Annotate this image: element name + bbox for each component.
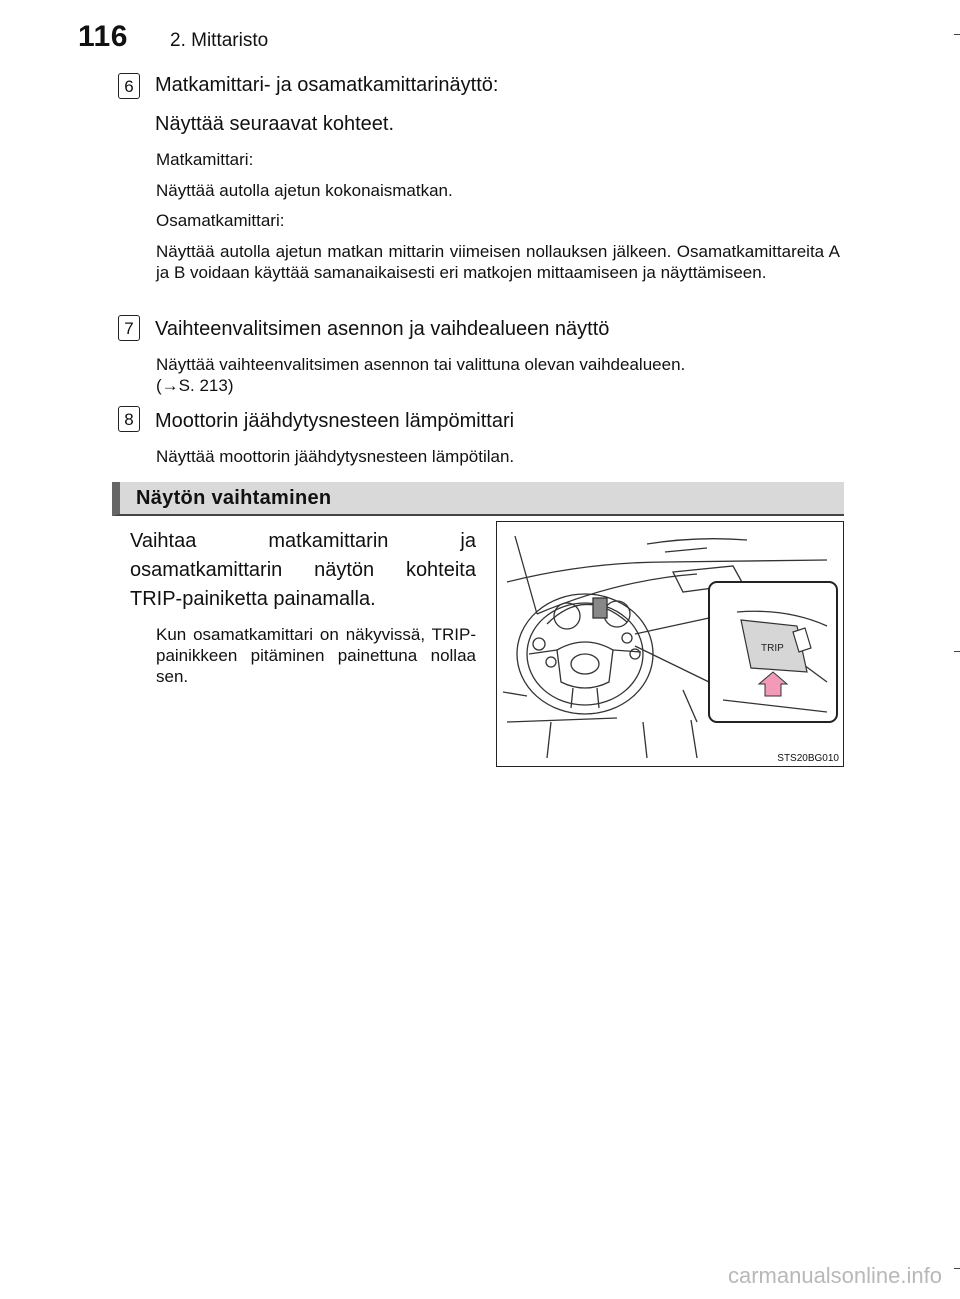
item-number-badge: 8 (118, 406, 140, 432)
figure-code: STS20BG010 (777, 753, 839, 764)
item-number-badge: 6 (118, 73, 140, 99)
item-6-subheading: Näyttää seuraavat kohteet. (155, 113, 395, 135)
section-lead-text: Vaihtaa matkamittarin ja osamatkamittarin näytön kohteita TRIP-painiketta painamalla. (130, 530, 476, 610)
page-number: 116 (78, 20, 128, 53)
page-reference-link[interactable]: S. 213 (178, 376, 228, 395)
item-6-heading: Matkamittari- ja osamatkamittarinäyttö: (155, 74, 499, 96)
paragraph-text: Näyttää vaihteenvalitsimen asennon tai valittuna olevan vaihdealueen. (156, 355, 686, 374)
margin-tick (954, 34, 960, 35)
section-header (112, 482, 844, 516)
margin-tick (954, 651, 960, 652)
section-note-text: Kun osamatkamittari on näkyvissä, TRIP-painikkeen pitäminen painettuna nollaa sen. (156, 625, 476, 686)
paragraph: Näyttää autolla ajetun matkan mittarin viimeisen nollauksen jälkeen. Osamatkamittareita A ja B voidaan käyttää samanaikaisesti eri matkojen mittaamiseen ja näyttämiseen. (156, 242, 840, 282)
paragraph: Matkamittari: (156, 150, 254, 169)
steering-wheel-illustration (496, 521, 844, 767)
arrow-icon: → (161, 376, 179, 395)
watermark: carmanualsonline.info (727, 1263, 942, 1288)
paragraph: Osamatkamittari: (156, 211, 285, 230)
margin-tick (954, 1268, 960, 1269)
item-number-badge: 7 (118, 315, 140, 341)
trip-button-label: TRIP (761, 643, 784, 654)
chapter-title: 2. Mittaristo (170, 30, 269, 51)
dashboard-drawing (497, 522, 843, 766)
item-8-heading: Moottorin jäähdytysnesteen lämpömittari (155, 410, 515, 432)
item-7-heading: Vaihteenvalitsimen asennon ja vaihdealueen näyttö (155, 318, 610, 340)
paragraph: Näyttää vaihteenvalitsimen asennon tai valittuna olevan vaihdealueen. (→S. 213) (156, 355, 686, 395)
section-title: Näytön vaihtaminen (136, 487, 332, 509)
paragraph: Näyttää moottorin jäähdytysnesteen lämpötilan. (156, 447, 515, 466)
paragraph: Näyttää autolla ajetun kokonaismatkan. (156, 181, 453, 200)
